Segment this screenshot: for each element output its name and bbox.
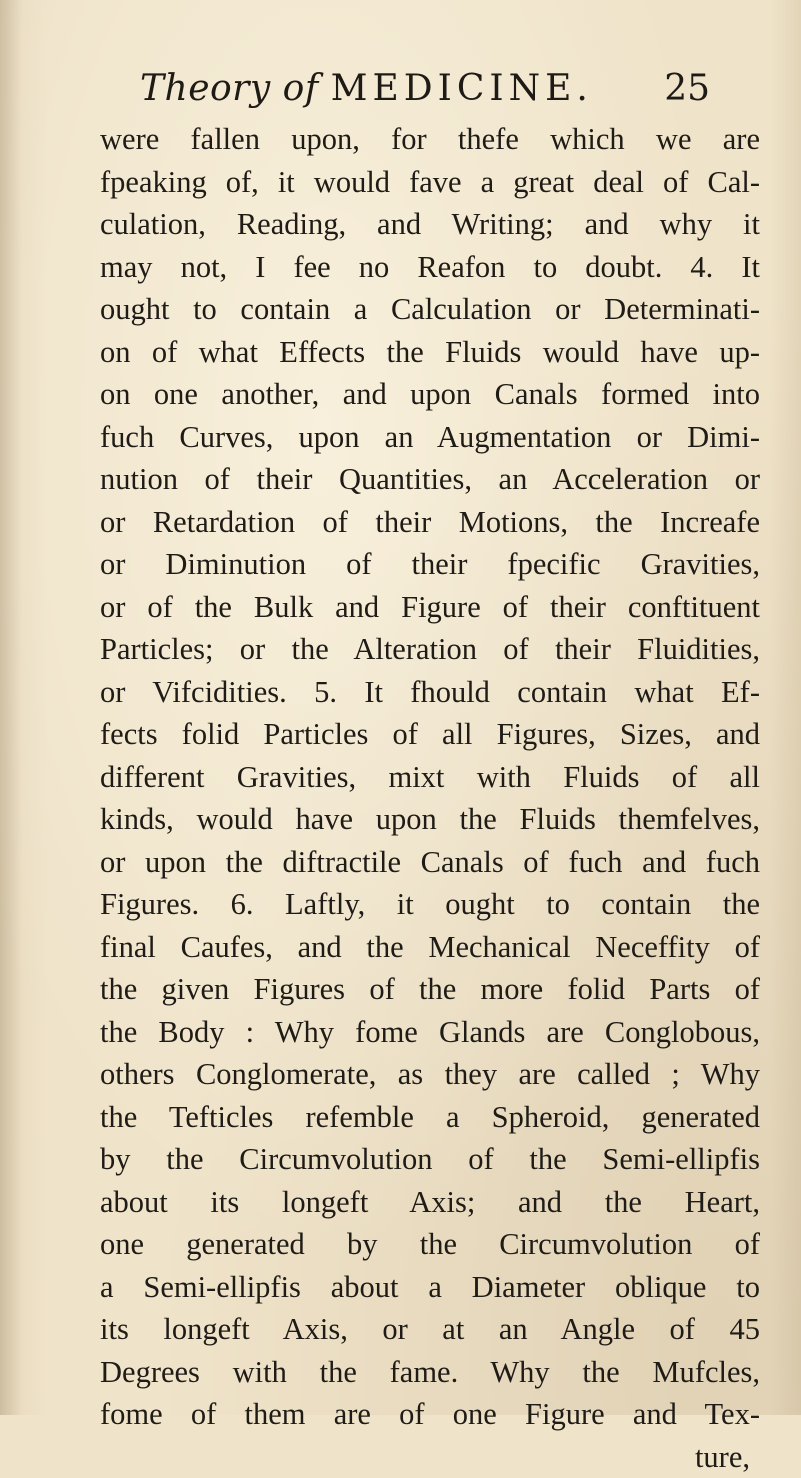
text-line: fuch Curves, upon an Augmentation or Dimi-	[100, 416, 760, 459]
text-line: fpeaking of, it would fave a great deal of Cal-	[100, 161, 760, 204]
text-line: Degrees with the fame. Why the Mufcles,	[100, 1351, 760, 1394]
text-line: or Retardation of their Motions, the Increafe	[100, 501, 760, 544]
text-line: nution of their Quantities, an Acceleration or	[100, 458, 760, 501]
text-line: or Diminution of their fpecific Gravities,	[100, 543, 760, 586]
text-line: may not, I fee no Reafon to doubt. 4. It	[100, 246, 760, 289]
text-line: or of the Bulk and Figure of their conftituent	[100, 586, 760, 629]
text-line: its longeft Axis, or at an Angle of 45	[100, 1308, 760, 1351]
text-line: culation, Reading, and Writing; and why it	[100, 203, 760, 246]
text-line: were fallen upon, for thefe which we are	[100, 118, 760, 161]
running-title	[140, 68, 593, 109]
text-line: the Tefticles refemble a Spheroid, generated	[100, 1096, 760, 1139]
text-line: fome of them are of one Figure and Tex-	[100, 1393, 760, 1436]
text-line: by the Circumvolution of the Semi-ellipfis	[100, 1138, 760, 1181]
text-line: or Vifcidities. 5. It fhould contain what Ef-	[100, 671, 760, 714]
body-text	[100, 118, 760, 1478]
text-line: different Gravities, mixt with Fluids of all	[100, 756, 760, 799]
text-line: on of what Effects the Fluids would have up-	[100, 331, 760, 374]
catchword-line: ture,	[100, 1436, 760, 1478]
page-number: 25	[664, 68, 710, 109]
text-line: one generated by the Circumvolution of	[100, 1223, 760, 1266]
text-line: fects folid Particles of all Figures, Sizes, and	[100, 713, 760, 756]
text-line: final Caufes, and the Mechanical Neceffity of	[100, 926, 760, 969]
text-line: the given Figures of the more folid Parts of	[100, 968, 760, 1011]
text-line: others Conglomerate, as they are called ; Why	[100, 1053, 760, 1096]
text-line: kinds, would have upon the Fluids themfelves,	[100, 798, 760, 841]
text-line: Figures. 6. Laftly, it ought to contain the	[100, 883, 760, 926]
page-edge-shadow	[0, 0, 22, 1415]
text-line: the Body : Why fome Glands are Conglobous,	[100, 1011, 760, 1054]
running-title-italic: Theory of	[140, 68, 319, 109]
running-header	[140, 64, 710, 114]
text-line: ought to contain a Calculation or Determinati-	[100, 288, 760, 331]
text-line: a Semi-ellipfis about a Diameter oblique to	[100, 1266, 760, 1309]
running-title-caps: MEDICINE.	[331, 68, 593, 109]
text-line: about its longeft Axis; and the Heart,	[100, 1181, 760, 1224]
text-line: or upon the diftractile Canals of fuch and fuch	[100, 841, 760, 884]
text-line: on one another, and upon Canals formed into	[100, 373, 760, 416]
text-line: Particles; or the Alteration of their Fluidities,	[100, 628, 760, 671]
